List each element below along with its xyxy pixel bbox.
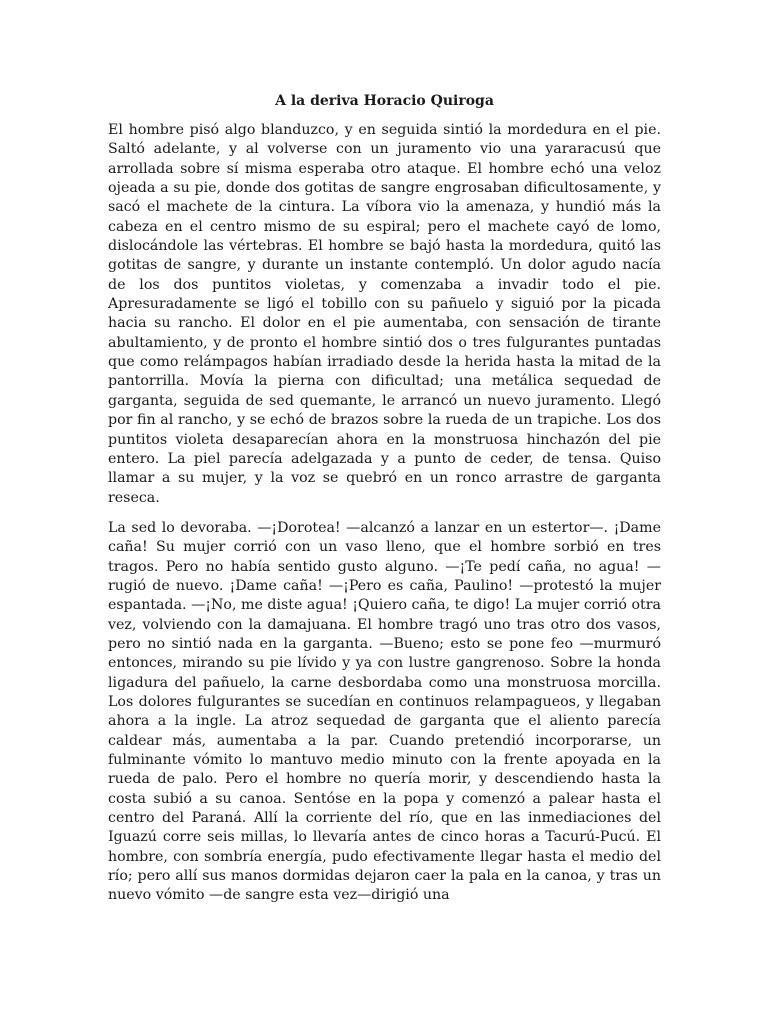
document-title: A la deriva Horacio Quiroga xyxy=(275,93,494,109)
paragraph-1: El hombre pisó algo blanduzco, y en seguida sintió la mordedura en el pie. Saltó adelante, y al volverse con un juramento vio una yararacusú que arrollada sobre sí misma esperaba otro ataque. El hombre echó una veloz ojeada a su pie, donde dos gotitas de sangre engrosaban dificultosamente, y sacó el machete de la cintura. La víbora vio la amenaza, y hundió más la cabeza en el centro mismo de su espiral; pero el machete cayó de lomo, dislocándole las vértebras. El hombre se bajó hasta la mordedura, quitó las gotitas de sangre, y durante un instante contempló. Un dolor agudo nacía de los dos puntitos violetas, y comenzaba a invadir todo el pie. Apresuradamente se ligó el tobillo con su pañuelo y siguió por la picada hacia su rancho. El dolor en el pie aumentaba, con sensación de tirante abultamiento, y de pronto el hombre sintió dos o tres fulgurantes puntadas que como relámpagos habían irradiado desde la herida hasta la mitad de la pantorrilla. Movía la pierna con dificultad; una metálica sequedad de garganta, seguida de sed quemante, le arrancó un nuevo juramento. Llegó por fin al rancho, y se echó de brazos sobre la rueda de un trapiche. Los dos puntitos violeta desaparecían ahora en la monstruosa hinchazón del pie entero. La piel parecía adelgazada y a punto de ceder, de tensa. Quiso llamar a su mujer, y la voz se quebró en un ronco arrastre de garganta reseca. xyxy=(108,122,661,506)
document-page xyxy=(108,92,661,917)
paragraph-2: La sed lo devoraba. —¡Dorotea! —alcanzó a lanzar en un estertor—. ¡Dame caña! Su mujer corrió con un vaso lleno, que el hombre sorbió en tres tragos. Pero no había sentido gusto alguno. —¡Te pedí caña, no agua! —rugió de nuevo. ¡Dame caña! —¡Pero es caña, Paulino! —protestó la mujer espantada. —¡No, me diste agua! ¡Quiero caña, te digo! La mujer corrió otra vez, volviendo con la damajuana. El hombre tragó uno tras otro dos vasos, pero no sintió nada en la garganta. —Bueno; esto se pone feo —murmuró entonces, mirando su pie lívido y ya con lustre gangrenoso. Sobre la honda ligadura del pañuelo, la carne desbordaba como una monstruosa morcilla. Los dolores fulgurantes se sucedían en continuos relampagueos, y llegaban ahora a la ingle. La atroz sequedad de garganta que el aliento parecía caldear más, aumentaba a la par. Cuando pretendió incorporarse, un fulminante vómito lo mantuvo medio minuto con la frente apoyada en la rueda de palo. Pero el hombre no quería morir, y descendiendo hasta la costa subió a su canoa. Sentóse en la popa y comenzó a palear hasta el centro del Paraná. Allí la corriente del río, que en las inmediaciones del Iguazú corre seis millas, lo llevaría antes de cinco horas a Tacurú-Pucú. El hombre, con sombría energía, pudo efectivamente llegar hasta el medio del río; pero allí sus manos dormidas dejaron caer la pala en la canoa, y tras un nuevo vómito —de sangre esta vez—dirigió una xyxy=(108,519,661,904)
